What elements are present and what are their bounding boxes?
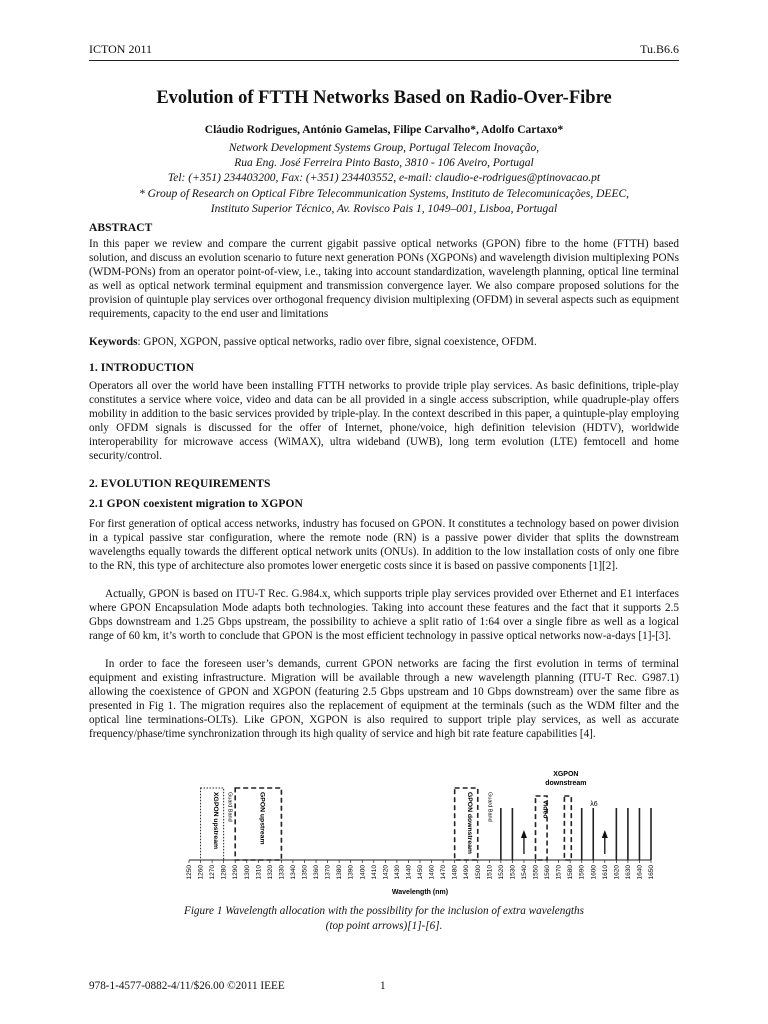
- band-box: [235, 788, 281, 860]
- x-axis-tick-label: 1290: [232, 865, 240, 880]
- band-label: GPON downstream: [466, 792, 474, 854]
- band-label: GPON upstream: [258, 792, 266, 845]
- top-band-label: XGPON: [553, 771, 579, 778]
- x-axis-tick-label: 1270: [209, 865, 217, 880]
- x-axis-tick-label: 1350: [301, 865, 309, 880]
- x-axis-tick-label: 1330: [278, 865, 286, 880]
- x-axis-tick-label: 1400: [359, 865, 367, 880]
- wavelength-allocation-figure: [185, 771, 655, 900]
- wavelength-label: λ6: [590, 801, 598, 808]
- x-axis-tick-label: 1630: [624, 865, 632, 880]
- x-axis-tick-label: 1540: [520, 865, 528, 880]
- x-axis-tick-label: 1440: [405, 865, 413, 880]
- band-label: XGPON upstream: [212, 792, 220, 850]
- x-axis-label: Wavelength (nm): [391, 889, 449, 896]
- x-axis-tick-label: 1560: [544, 865, 552, 880]
- x-axis-tick-label: 1450: [417, 865, 424, 880]
- evolution-paragraph-2: Actually, GPON is based on ITU-T Rec. G.984.x, which supports triple play services provided over Ethernet and E1 interfaces where GPON Encapsulation Mode adapts both technologies. Taking into account these features and the fact that it supports 2.5 Gbps downstream and 1.25 Gbps upstream, the possibility to achieve a split ratio of 1:64 over a single fibre as well as a logical range of 60 km, it’s worth to conclude that GPON is the most efficient technology in passive optical networks now-a-days [1]-[3].: [89, 588, 679, 642]
- x-axis-tick-label: 1640: [636, 865, 644, 880]
- x-axis-tick-label: 1620: [613, 865, 621, 880]
- x-axis-tick-label: 1370: [324, 865, 332, 880]
- evolution-subheading: 2.1 GPON coexistent migration to XGPON: [89, 498, 303, 510]
- x-axis-tick-label: 1490: [463, 865, 471, 880]
- affiliation-line: Tel: (+351) 234403200, Fax: (+351) 234403552, e-mail: claudio-e-rodrigues@ptinovacao.pt: [167, 172, 601, 184]
- footer-page-number: 1: [380, 980, 386, 992]
- x-axis-tick-label: 1300: [243, 865, 251, 880]
- x-axis-tick-label: 1260: [197, 865, 205, 880]
- paper-title: Evolution of FTTH Networks Based on Radio-Over-Fibre: [156, 88, 612, 108]
- evolution-heading: 2. EVOLUTION REQUIREMENTS: [89, 478, 271, 490]
- affiliation-line: * Group of Research on Optical Fibre Telecommunication Systems, Instituto de Telecomunicações, DEEC,: [138, 188, 630, 200]
- x-axis-tick-label: 1480: [451, 865, 459, 880]
- header-session: Tu.B6.6: [640, 42, 679, 56]
- x-axis-tick-label: 1310: [255, 865, 263, 880]
- x-axis-tick-label: 1520: [497, 865, 505, 880]
- band-label: Video: [541, 800, 549, 819]
- x-axis-tick-label: 1420: [382, 865, 390, 880]
- intro-text: Operators all over the world have been installing FTTH networks to provide triple play services. As basic definitions, triple-play constitutes a service where voice, video and data can be all provided in a single access subscription, while quadruple-play offers mobility in addition to the basic services provided by triple-play. In the context described in this paper, a quintuple-play employing only OFDM signals is discussed for the offer of Internet, phone/voice, high definition television (HDTV), worldwide interoperability for microwave access (WiMAX), ultra wideband (UWB), long term evolution (LTE) femtocell and home security/control.: [89, 380, 679, 462]
- abstract-text: In this paper we review and compare the current gigabit passive optical networks (GPON) fibre to the home (FTTH) based solution, and discuss an evolution scenario to future next generation PONs (XGPONs) and wavelength division multiplexing PONs (WDM-PONs) from an operator point-of-view, i.e., taking into account standardization, wavelength planning, optical line terminal as well as optical network terminal equipment and transmission convergence layer. We also compare proposed solutions for the provision of quintuple play services over orthogonal frequency division multiplexing (OFDM) in several aspects such as equipment requirements, capacity to the end user and limitations: [89, 238, 679, 320]
- header-rule: [89, 60, 679, 61]
- paper-authors: Cláudio Rodrigues, António Gamelas, Filipe Carvalho*, Adolfo Cartaxo*: [204, 124, 564, 136]
- affiliation-line: Instituto Superior Técnico, Av. Rovisco Pais 1, 1049–001, Lisboa, Portugal: [210, 203, 558, 215]
- abstract-heading: ABSTRACT: [89, 222, 153, 234]
- x-axis-tick-label: 1530: [509, 865, 517, 880]
- extra-wavelength-arrowhead: [602, 830, 608, 838]
- x-axis-tick-label: 1460: [428, 865, 436, 880]
- x-axis-tick-label: 1280: [220, 865, 228, 880]
- affiliation-line: Rua Eng. José Ferreira Pinto Basto, 3810 - 106 Aveiro, Portugal: [234, 157, 534, 169]
- x-axis-tick-label: 1320: [266, 865, 274, 880]
- evolution-paragraph-3: In order to face the foreseen user’s demands, current GPON networks are facing the first evolution in terms of terminal equipment and existing infrastructure. Migration will be available through a new wavelength planning (ITU-T Rec. G987.1) allowing the coexistence of GPON and XGPON (featuring 2.5 Gbps upstream and 10 Gbps downstream) over the same fibre as presented in Fig 1. The migration requires also the replacement of equipment at the terminals (such as the WDM filter and the optical line terminations-OLTs). Like GPON, XGPON is also required to support triple play services, as well as accurate frequency/phase/time synchronization through its high quality of service and high bit rate feature capabilities [4].: [89, 658, 679, 740]
- figure-caption: [89, 904, 679, 934]
- x-axis-tick-label: 1250: [186, 865, 193, 880]
- x-axis-tick-label: 1650: [648, 865, 655, 880]
- figure-caption-line: (top point arrows)[1]-[6].: [325, 920, 443, 932]
- guard-band-label: Guard Band: [226, 792, 233, 822]
- band-box: [455, 788, 478, 860]
- evolution-paragraph-1: For first generation of optical access networks, industry has focused on GPON. It constitutes a technology based on power division in a typical passive star configuration, where the remote node (RN) is a passive power divider that splits the downstream wavelengths equally towards the different optical network units (ONUs). In addition to the low installation costs of only one fibre to the RN, this type of architecture also promotes lower energetic costs since it is based on passive components [1][2].: [89, 518, 679, 572]
- x-axis-tick-label: 1550: [532, 865, 540, 880]
- extra-wavelength-arrowhead: [521, 830, 527, 838]
- x-axis-tick-label: 1580: [567, 865, 575, 880]
- figure-caption-line: Figure 1 Wavelength allocation with the possibility for the inclusion of extra wavelengths: [183, 905, 584, 917]
- x-axis-tick-label: 1610: [601, 865, 609, 880]
- guard-band-label: Guard Band: [486, 792, 493, 822]
- x-axis-tick-label: 1430: [393, 865, 401, 880]
- band-box: [564, 796, 571, 860]
- affiliation-line: Network Development Systems Group, Portugal Telecom Inovação,: [228, 142, 540, 154]
- top-band-label: downstream: [545, 780, 587, 787]
- x-axis-tick-label: 1390: [347, 865, 355, 880]
- x-axis-tick-label: 1570: [555, 865, 563, 880]
- x-axis-tick-label: 1510: [486, 865, 494, 880]
- x-axis-tick-label: 1600: [590, 865, 598, 880]
- x-axis-tick-label: 1380: [336, 865, 344, 880]
- x-axis-tick-label: 1590: [578, 865, 586, 880]
- x-axis-tick-label: 1500: [474, 865, 482, 880]
- keywords-label: Keywords: [89, 336, 138, 348]
- keywords: [89, 335, 679, 349]
- keywords-list: : GPON, XGPON, passive optical networks, radio over fibre, signal coexistence, OFDM.: [137, 336, 537, 348]
- header-conference: ICTON 2011: [89, 42, 152, 56]
- footer-copyright: 978-1-4577-0882-4/11/$26.00 ©2011 IEEE: [89, 980, 285, 992]
- x-axis-tick-label: 1340: [289, 865, 297, 880]
- x-axis-tick-label: 1470: [440, 865, 448, 880]
- x-axis-tick-label: 1360: [313, 865, 321, 880]
- x-axis-tick-label: 1410: [370, 865, 378, 880]
- intro-heading: 1. INTRODUCTION: [89, 362, 195, 374]
